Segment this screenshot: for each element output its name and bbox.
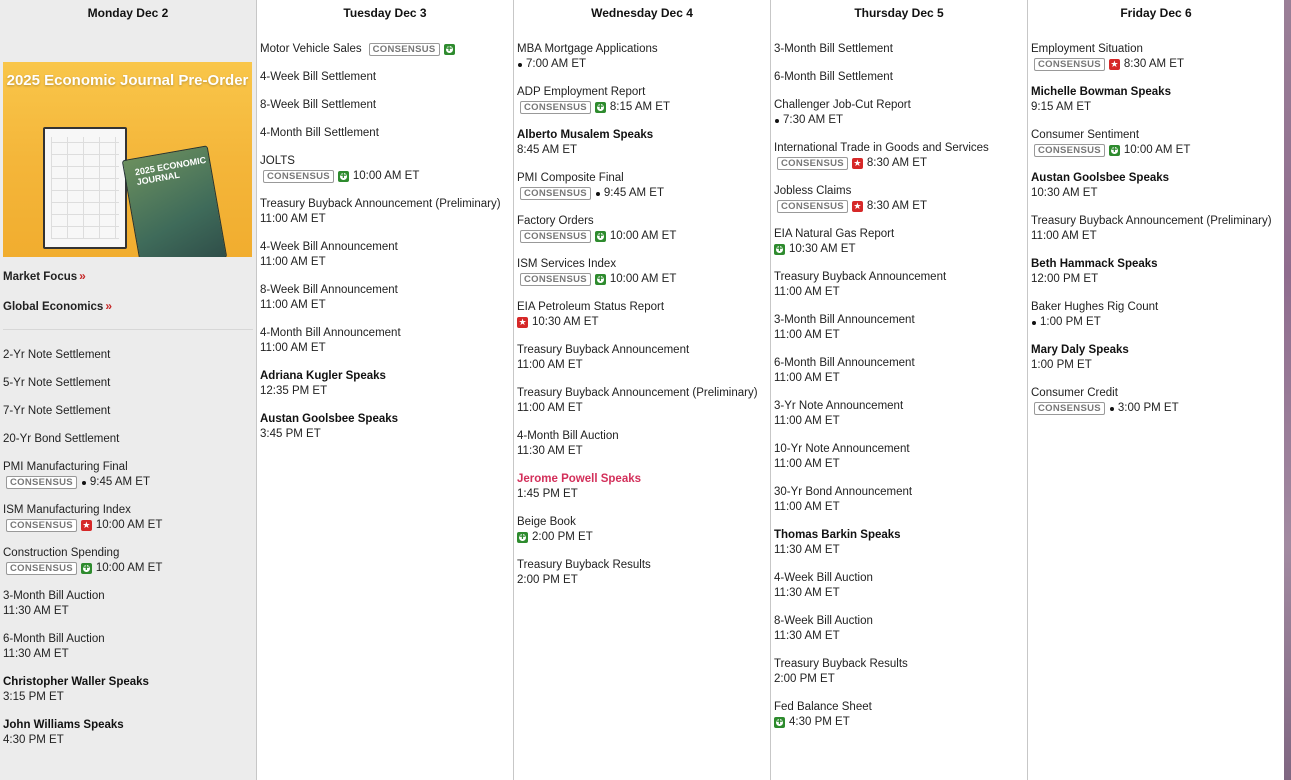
event-name[interactable]: ISM Services Index (517, 258, 617, 270)
event-list (771, 24, 1027, 730)
event-item[interactable] (517, 558, 770, 588)
event-time: 11:00 AM ET (517, 402, 583, 414)
event-time: 11:00 AM ET (774, 501, 840, 513)
event-item[interactable] (3, 632, 256, 662)
consensus-badge[interactable]: CONSENSUS (777, 200, 848, 213)
event-time: 1:00 PM ET (1031, 359, 1092, 371)
event-details (774, 500, 1027, 515)
consensus-badge[interactable]: CONSENSUS (520, 101, 591, 114)
event-item[interactable] (3, 503, 256, 533)
event-item[interactable] (774, 485, 1027, 515)
event-item[interactable] (774, 356, 1027, 386)
event-time: 10:30 AM ET (532, 316, 599, 328)
event-time: 10:00 AM ET (609, 230, 677, 242)
consensus-badge[interactable]: CONSENSUS (777, 157, 848, 170)
event-details (517, 444, 770, 459)
event-time: 10:30 AM ET (789, 243, 856, 255)
event-time: 11:00 AM ET (774, 329, 840, 341)
event-name[interactable]: Treasury Buyback Announcement (Preliminary) (1031, 215, 1272, 227)
event-time: 3:15 PM ET (3, 691, 64, 703)
event-details (260, 384, 513, 399)
event-item[interactable] (517, 171, 770, 201)
event-item[interactable] (260, 283, 513, 313)
event-time: 12:35 PM ET (260, 385, 328, 397)
event-details (1031, 143, 1284, 158)
event-item[interactable] (260, 126, 513, 141)
journal-illustration (43, 127, 127, 249)
star-icon: ★ (853, 201, 862, 211)
event-list (0, 348, 256, 748)
event-details (774, 156, 1027, 171)
plus-icon (1109, 145, 1120, 156)
event-details (517, 186, 770, 201)
event-item[interactable] (260, 240, 513, 270)
event-item[interactable] (517, 472, 770, 502)
event-name[interactable]: Construction Spending (3, 547, 120, 559)
dot-icon (596, 192, 600, 196)
event-item[interactable] (774, 313, 1027, 343)
event-details (260, 169, 513, 184)
event-name[interactable]: Challenger Job-Cut Report (774, 99, 911, 111)
event-details (260, 427, 513, 442)
consensus-badge[interactable]: CONSENSUS (520, 230, 591, 243)
plus-icon (595, 102, 606, 113)
sidebar-links (0, 257, 256, 313)
global-economics-label: Global Economics (3, 301, 104, 313)
event-item[interactable] (1031, 214, 1284, 244)
event-name[interactable]: 10-Yr Note Announcement (774, 443, 910, 455)
event-item[interactable] (1031, 386, 1284, 416)
event-name[interactable]: 4-Week Bill Announcement (260, 241, 398, 253)
event-name[interactable]: 3-Yr Note Announcement (774, 400, 904, 412)
consensus-badge[interactable]: CONSENSUS (369, 43, 440, 56)
event-details (774, 672, 1027, 687)
event-name[interactable]: EIA Petroleum Status Report (517, 301, 665, 313)
event-item[interactable] (1031, 343, 1284, 373)
event-item[interactable] (1031, 257, 1284, 287)
event-time: 8:30 AM ET (866, 157, 927, 169)
event-time: 9:45 AM ET (89, 476, 150, 488)
event-details (517, 573, 770, 588)
event-name[interactable]: 6-Month Bill Settlement (774, 71, 893, 83)
consensus-badge[interactable]: CONSENSUS (520, 187, 591, 200)
event-item[interactable] (517, 300, 770, 330)
dot-icon (1032, 321, 1036, 325)
event-details (517, 487, 770, 502)
event-name[interactable]: Treasury Buyback Announcement (Preliminary) (517, 387, 758, 399)
event-list (257, 24, 513, 442)
event-name[interactable]: ADP Employment Report (517, 86, 646, 98)
consensus-badge[interactable]: CONSENSUS (6, 562, 77, 575)
event-details (774, 328, 1027, 343)
event-details (1031, 272, 1284, 287)
event-name[interactable]: Motor Vehicle Sales (260, 43, 362, 55)
event-time: 10:00 AM ET (609, 273, 677, 285)
event-item[interactable] (1031, 42, 1284, 72)
event-name[interactable]: Beige Book (517, 516, 576, 528)
event-details (3, 647, 256, 662)
day-header: Monday Dec 2 (87, 6, 169, 20)
chevron-right-icon: » (105, 299, 113, 313)
event-time: 10:00 AM ET (352, 170, 420, 182)
event-name[interactable]: Adriana Kugler Speaks (260, 370, 386, 382)
star-icon: ★ (518, 317, 527, 327)
event-name[interactable]: 2-Yr Note Settlement (3, 349, 111, 361)
event-name[interactable]: Treasury Buyback Results (517, 559, 651, 571)
event-time: 7:00 AM ET (526, 58, 587, 70)
event-item[interactable] (774, 70, 1027, 85)
event-item[interactable] (260, 70, 513, 85)
event-item[interactable] (517, 257, 770, 287)
event-details (774, 629, 1027, 644)
event-item[interactable] (260, 412, 513, 442)
event-time: 10:00 AM ET (95, 562, 163, 574)
day-header: Tuesday Dec 3 (343, 6, 427, 20)
event-time: 8:30 AM ET (866, 200, 927, 212)
event-item[interactable] (260, 42, 513, 57)
event-time: 2:00 PM ET (517, 574, 578, 586)
event-time: 10:00 AM ET (1123, 144, 1191, 156)
event-item[interactable] (260, 154, 513, 184)
event-time: 7:30 AM ET (783, 114, 844, 126)
event-name[interactable]: 7-Yr Note Settlement (3, 405, 111, 417)
event-item[interactable] (774, 657, 1027, 687)
event-name[interactable]: Austan Goolsbee Speaks (260, 413, 399, 425)
event-item[interactable] (774, 42, 1027, 57)
event-name[interactable]: 4-Month Bill Auction (517, 430, 619, 442)
event-item[interactable] (3, 589, 256, 619)
event-item[interactable] (3, 348, 256, 363)
event-details (517, 57, 770, 72)
event-name[interactable]: EIA Natural Gas Report (774, 228, 895, 240)
event-item[interactable] (1031, 171, 1284, 201)
event-name[interactable]: PMI Manufacturing Final (3, 461, 128, 473)
event-item[interactable] (260, 197, 513, 227)
star-icon: ★ (853, 158, 862, 168)
event-details (3, 604, 256, 619)
event-name[interactable]: Employment Situation (1031, 43, 1143, 55)
dot-icon (518, 63, 522, 67)
event-name[interactable]: Fed Balance Sheet (774, 701, 872, 713)
event-item[interactable] (774, 399, 1027, 429)
event-time: 2:00 PM ET (774, 673, 835, 685)
event-details (260, 341, 513, 356)
event-item[interactable] (260, 98, 513, 113)
day-column-wednesday (513, 0, 770, 780)
event-item[interactable] (517, 386, 770, 416)
event-item[interactable] (3, 675, 256, 705)
event-time: 11:30 AM ET (774, 630, 840, 642)
event-time: 11:30 AM ET (774, 544, 840, 556)
event-name[interactable]: 4-Month Bill Settlement (260, 127, 379, 139)
event-time: 3:45 PM ET (260, 428, 321, 440)
market-focus-label: Market Focus (3, 271, 78, 283)
event-item[interactable] (1031, 128, 1284, 158)
event-details (517, 358, 770, 373)
event-time: 11:00 AM ET (260, 342, 326, 354)
event-time: 11:00 AM ET (774, 415, 840, 427)
plus-icon (595, 231, 606, 242)
event-name[interactable]: Consumer Credit (1031, 387, 1118, 399)
event-item[interactable] (517, 343, 770, 373)
event-details (1031, 100, 1284, 115)
event-name[interactable]: Treasury Buyback Announcement (Preliminary) (260, 198, 501, 210)
event-details (774, 457, 1027, 472)
event-item[interactable] (517, 515, 770, 545)
event-name[interactable]: John Williams Speaks (3, 719, 124, 731)
event-details (774, 285, 1027, 300)
event-name[interactable]: MBA Mortgage Applications (517, 43, 658, 55)
event-list (1028, 24, 1284, 416)
event-details (774, 242, 1027, 257)
event-time: 11:00 AM ET (774, 286, 840, 298)
page-edge-decoration (1284, 0, 1291, 780)
event-details (774, 371, 1027, 386)
star-icon: ★ (82, 520, 91, 530)
event-item[interactable] (774, 571, 1027, 601)
event-list (514, 24, 770, 588)
event-time: 1:00 PM ET (1040, 316, 1101, 328)
event-name[interactable]: Alberto Musalem Speaks (517, 129, 654, 141)
event-details (1031, 358, 1284, 373)
dot-icon (775, 119, 779, 123)
event-name[interactable]: 3-Month Bill Announcement (774, 314, 915, 326)
event-time: 4:30 PM ET (3, 734, 64, 746)
event-details (1031, 315, 1284, 330)
event-details (260, 212, 513, 227)
event-time: 1:45 PM ET (517, 488, 578, 500)
event-item[interactable] (3, 404, 256, 419)
event-details (3, 518, 256, 533)
event-details (3, 561, 256, 576)
event-name[interactable]: 8-Week Bill Announcement (260, 284, 398, 296)
plus-icon (595, 274, 606, 285)
promo-title: 2025 Economic Journal Pre-Order (6, 72, 249, 89)
event-details (774, 543, 1027, 558)
event-time: 8:30 AM ET (1123, 58, 1184, 70)
event-name[interactable]: 5-Yr Note Settlement (3, 377, 111, 389)
event-item[interactable] (3, 546, 256, 576)
event-name[interactable]: ISM Manufacturing Index (3, 504, 131, 516)
event-name[interactable]: Thomas Barkin Speaks (774, 529, 901, 541)
event-item[interactable] (517, 85, 770, 115)
event-details (517, 143, 770, 158)
event-details (1031, 186, 1284, 201)
event-item[interactable] (1031, 85, 1284, 115)
event-name[interactable]: Beth Hammack Speaks (1031, 258, 1158, 270)
event-name[interactable]: Consumer Sentiment (1031, 129, 1140, 141)
event-item[interactable] (260, 369, 513, 399)
promo-banner[interactable] (3, 62, 252, 257)
event-details (260, 298, 513, 313)
consensus-badge[interactable]: CONSENSUS (6, 519, 77, 532)
event-item[interactable] (1031, 300, 1284, 330)
plus-icon (517, 532, 528, 543)
consensus-badge[interactable]: CONSENSUS (520, 273, 591, 286)
plus-icon (774, 244, 785, 255)
event-name[interactable]: 3-Month Bill Settlement (774, 43, 893, 55)
event-time: 11:30 AM ET (3, 648, 69, 660)
event-time: 11:00 AM ET (1031, 230, 1097, 242)
consensus-badge[interactable]: CONSENSUS (1034, 402, 1105, 415)
event-time: 2:00 PM ET (532, 531, 593, 543)
event-name[interactable]: 20-Yr Bond Settlement (3, 433, 120, 445)
event-details (774, 586, 1027, 601)
event-time: 9:45 AM ET (603, 187, 664, 199)
event-name[interactable]: 8-Week Bill Settlement (260, 99, 377, 111)
event-item[interactable] (3, 376, 256, 391)
event-details (260, 255, 513, 270)
journal-cover-title: 2025 ECONOMIC JOURNAL (134, 154, 207, 188)
event-name[interactable]: JOLTS (260, 155, 295, 167)
event-time: 11:30 AM ET (3, 605, 69, 617)
event-details (517, 100, 770, 115)
event-time: 3:00 PM ET (1117, 402, 1179, 414)
event-name[interactable]: Baker Hughes Rig Count (1031, 301, 1159, 313)
event-name[interactable]: 3-Month Bill Auction (3, 590, 105, 602)
event-details (517, 315, 770, 330)
event-time: 11:00 AM ET (774, 458, 840, 470)
day-header: Wednesday Dec 4 (591, 6, 693, 20)
event-name[interactable]: Jobless Claims (774, 185, 852, 197)
event-name[interactable]: 6-Month Bill Announcement (774, 357, 915, 369)
day-column-tuesday (256, 0, 513, 780)
event-item[interactable] (517, 214, 770, 244)
event-time: 11:00 AM ET (517, 359, 583, 371)
event-time: 11:00 AM ET (774, 372, 840, 384)
event-item[interactable] (774, 270, 1027, 300)
event-item[interactable] (3, 460, 256, 490)
event-name[interactable]: Factory Orders (517, 215, 594, 227)
event-details (3, 475, 256, 490)
event-details (774, 199, 1027, 214)
event-item[interactable] (3, 432, 256, 447)
divider (3, 329, 253, 330)
event-name[interactable]: Christopher Waller Speaks (3, 676, 149, 688)
event-name[interactable]: Jerome Powell Speaks (517, 473, 642, 485)
event-item[interactable] (774, 184, 1027, 214)
event-time: 11:30 AM ET (774, 587, 840, 599)
event-details (774, 113, 1027, 128)
event-name[interactable]: Treasury Buyback Announcement (517, 344, 690, 356)
event-item[interactable] (774, 141, 1027, 171)
event-details (517, 272, 770, 287)
plus-icon (774, 717, 785, 728)
event-details (1031, 57, 1284, 72)
plus-icon (444, 44, 455, 55)
event-item[interactable] (517, 429, 770, 459)
event-time: 8:15 AM ET (609, 101, 670, 113)
consensus-badge[interactable]: CONSENSUS (263, 170, 334, 183)
event-time: 8:45 AM ET (517, 144, 578, 156)
event-item[interactable] (774, 528, 1027, 558)
dot-icon (82, 481, 86, 485)
event-time: 11:00 AM ET (260, 299, 326, 311)
journal-cover-illustration (122, 145, 227, 257)
event-name[interactable]: 6-Month Bill Auction (3, 633, 105, 645)
day-column-friday (1027, 0, 1284, 780)
plus-icon (81, 563, 92, 574)
event-details (3, 733, 256, 748)
event-name[interactable]: Austan Goolsbee Speaks (1031, 172, 1170, 184)
consensus-badge[interactable]: CONSENSUS (1034, 58, 1105, 71)
event-name[interactable]: Mary Daly Speaks (1031, 344, 1129, 356)
market-focus-link[interactable] (3, 269, 256, 283)
event-details (1031, 229, 1284, 244)
plus-icon (338, 171, 349, 182)
event-item[interactable] (774, 614, 1027, 644)
event-name[interactable]: International Trade in Goods and Services (774, 142, 989, 154)
event-name[interactable]: Treasury Buyback Announcement (774, 271, 947, 283)
consensus-badge[interactable]: CONSENSUS (6, 476, 77, 489)
event-item[interactable] (774, 98, 1027, 128)
event-item[interactable] (517, 42, 770, 72)
event-time: 11:00 AM ET (260, 213, 326, 225)
event-row (260, 42, 513, 57)
event-time: 11:30 AM ET (517, 445, 583, 457)
event-time: 10:00 AM ET (95, 519, 163, 531)
event-item[interactable] (774, 227, 1027, 257)
event-time: 9:15 AM ET (1031, 101, 1092, 113)
day-header: Friday Dec 6 (1120, 6, 1192, 20)
event-details (517, 530, 770, 545)
star-icon: ★ (1110, 59, 1119, 69)
event-time: 11:00 AM ET (260, 256, 326, 268)
event-details (3, 690, 256, 705)
event-details (1031, 401, 1284, 416)
event-time: 4:30 PM ET (789, 716, 850, 728)
consensus-badge[interactable]: CONSENSUS (1034, 144, 1105, 157)
event-item[interactable] (774, 442, 1027, 472)
event-name[interactable]: 8-Week Bill Auction (774, 615, 873, 627)
event-details (774, 414, 1027, 429)
event-name[interactable]: Michelle Bowman Speaks (1031, 86, 1171, 98)
event-name[interactable]: PMI Composite Final (517, 172, 624, 184)
event-details (517, 401, 770, 416)
global-economics-link[interactable] (3, 299, 256, 313)
event-time: 12:00 PM ET (1031, 273, 1099, 285)
event-name[interactable]: Treasury Buyback Results (774, 658, 908, 670)
event-time: 10:30 AM ET (1031, 187, 1098, 199)
event-item[interactable] (774, 700, 1027, 730)
event-name[interactable]: 4-Week Bill Settlement (260, 71, 377, 83)
event-name[interactable]: 4-Month Bill Announcement (260, 327, 401, 339)
event-details (774, 715, 1027, 730)
event-item[interactable] (3, 718, 256, 748)
day-column-thursday (770, 0, 1027, 780)
day-header: Thursday Dec 5 (854, 6, 944, 20)
event-details (517, 229, 770, 244)
event-name[interactable]: 30-Yr Bond Announcement (774, 486, 913, 498)
chevron-right-icon: » (79, 269, 86, 283)
day-column-monday (0, 0, 256, 780)
dot-icon (1110, 407, 1114, 411)
event-item[interactable] (260, 326, 513, 356)
event-name[interactable]: 4-Week Bill Auction (774, 572, 873, 584)
event-item[interactable] (517, 128, 770, 158)
